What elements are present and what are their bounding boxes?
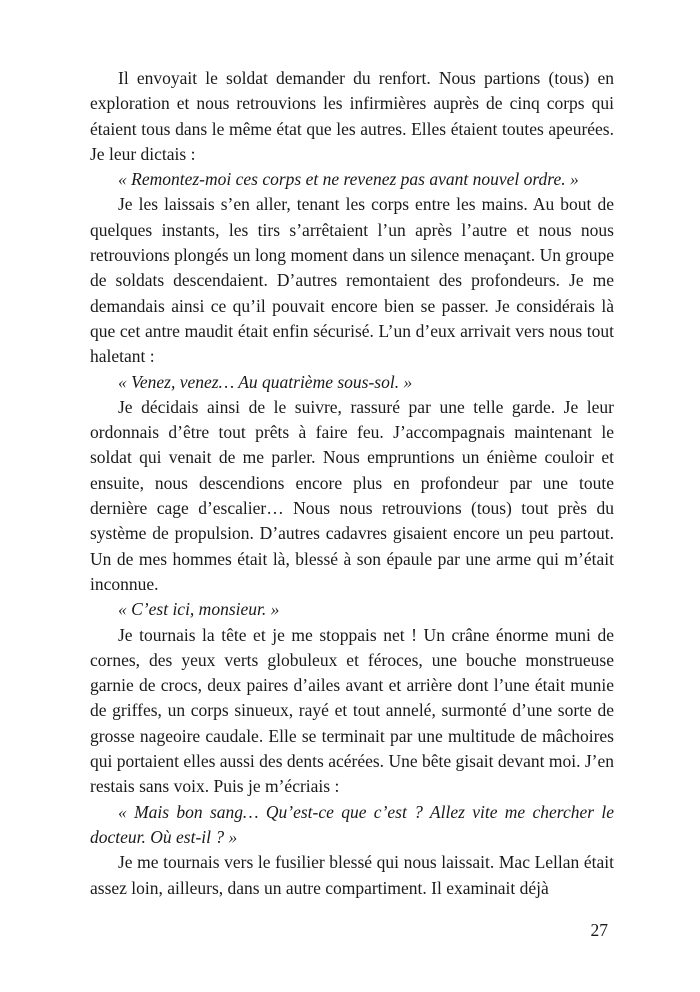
- paragraph: Je les laissais s’en aller, tenant les corps entre les mains. Au bout de quelques instants, les tirs s’arrêtaient l’un après l’autre et nous nous retrouvions plongés un long moment dans un silence menaçant. Un groupe de soldats descendaient. D’autres remontaient des profondeurs. Je me demandais ainsi ce qu’il pouvait encore bien se passer. Je considérais là que cet antre maudit était enfin sécurisé. L’un d’eux arrivait vers nous tout haletant :: [90, 194, 614, 367]
- page-body: [90, 66, 614, 901]
- dialogue-line: « Remontez-moi ces corps et ne revenez pas avant nouvel ordre. »: [118, 169, 579, 190]
- paragraph: Je tournais la tête et je me stoppais net ! Un crâne énorme muni de cornes, des yeux verts globuleux et féroces, une bouche monstrueuse garnie de crocs, deux paires d’ailes avant et arrière dont l’une était munie de griffes, un corps sinueux, rayé et tout annelé, surmonté d’une sorte de grosse nageoire caudale. Elle se terminait par une multitude de mâchoires qui portaient elles aussi des dents acérées. Une bête gisait devant moi. J’en restais sans voix. Puis je m’écriais :: [90, 624, 614, 797]
- paragraph: Je me tournais vers le fusilier blessé qui nous laissait. Mac Lellan était assez loin, ailleurs, dans un autre compartiment. Il examinait déjà: [90, 852, 614, 898]
- paragraph: Je décidais ainsi de le suivre, rassuré par une telle garde. Je leur ordonnais d’être tout prêts à faire feu. J’accompagnais maintenant le soldat qui venait de me parler. Nous empruntions un énième couloir et ensuite, nous descendions encore plus en profondeur par une toute dernière cage d’escalier… Nous nous retrouvions (tous) tout près du système de propulsion. D’autres cadavres gisaient encore un peu partout. Un de mes hommes était là, blessé à son épaule par une arme qui m’était inconnue.: [90, 396, 614, 594]
- paragraph: Il envoyait le soldat demander du renfort. Nous partions (tous) en exploration et nous retrouvions les infirmières auprès de cinq corps qui étaient tous dans le même état que les autres. Elles étaient toutes apeurées. Je leur dictais :: [90, 68, 614, 164]
- dialogue-line: « Venez, venez… Au quatrième sous-sol. »: [118, 371, 413, 392]
- dialogue-line: « C’est ici, monsieur. »: [118, 599, 280, 620]
- page-number: 27: [590, 920, 608, 940]
- dialogue-line: « Mais bon sang… Qu’est-ce que c’est ? Allez vite me chercher le docteur. Où est-il ? »: [90, 801, 614, 847]
